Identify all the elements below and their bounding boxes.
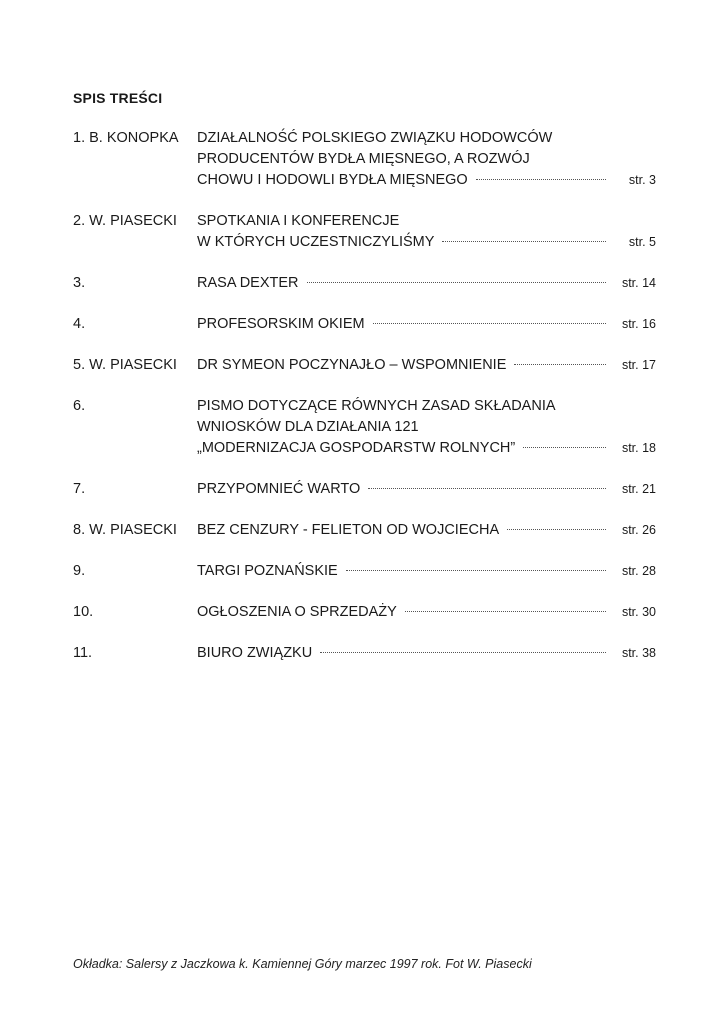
toc-entry-title-line: PISMO DOTYCZĄCE RÓWNYCH ZASAD SKŁADANIA xyxy=(197,398,556,414)
toc-entry-body xyxy=(197,520,656,541)
toc-entry-last-line xyxy=(197,314,656,335)
toc-title: SPIS TREŚCI xyxy=(73,90,163,106)
toc-list xyxy=(73,128,656,684)
toc-entry-title: PRZYPOMNIEĆ WARTO xyxy=(197,481,361,497)
toc-entry-last-line xyxy=(197,479,656,500)
toc-entry-number: 10. xyxy=(73,604,94,620)
toc-entry-body xyxy=(197,355,656,376)
toc-entry-number: 9. xyxy=(73,563,86,579)
toc-entry-number: 1. B. KONOPKA xyxy=(73,130,179,146)
dot-leader xyxy=(507,529,606,530)
toc-entry-last-line xyxy=(197,438,656,459)
toc-entry-page: str. 5 xyxy=(628,235,656,249)
toc-entry-last-line xyxy=(197,561,656,582)
toc-entry-title: BIURO ZWIĄZKU xyxy=(197,645,313,661)
cover-caption: Okładka: Salersy z Jaczkowa k. Kamiennej Góry marzec 1997 rok. Fot W. Piasecki xyxy=(73,957,532,971)
toc-entry-page: str. 26 xyxy=(621,523,656,537)
toc-entry-number: 3. xyxy=(73,275,86,291)
toc-entry-body xyxy=(197,314,656,335)
toc-entry-title: OGŁOSZENIA O SPRZEDAŻY xyxy=(197,604,397,620)
toc-entry-last-line xyxy=(197,643,656,664)
toc-entry xyxy=(73,211,656,253)
toc-entry-title-line: WNIOSKÓW DLA DZIAŁANIA 121 xyxy=(197,419,419,435)
toc-entry-number: 5. W. PIASECKI xyxy=(73,357,177,373)
toc-entry-body xyxy=(197,643,656,664)
toc-entry-number: 8. W. PIASECKI xyxy=(73,522,177,538)
dot-leader xyxy=(442,241,606,242)
dot-leader xyxy=(307,282,606,283)
toc-entry-body xyxy=(197,479,656,500)
toc-entry-page: str. 28 xyxy=(621,564,656,578)
toc-entry-title-line: DZIAŁALNOŚĆ POLSKIEGO ZWIĄZKU HODOWCÓW xyxy=(197,130,553,146)
toc-entry-number: 2. W. PIASECKI xyxy=(73,213,177,229)
toc-entry-last-line xyxy=(197,273,656,294)
toc-entry xyxy=(73,273,656,294)
toc-entry-page: str. 21 xyxy=(621,482,656,496)
dot-leader xyxy=(476,179,606,180)
toc-entry-page: str. 16 xyxy=(621,317,656,331)
toc-entry-body xyxy=(197,602,656,623)
toc-entry-body xyxy=(197,396,656,459)
toc-entry-last-line xyxy=(197,170,656,191)
toc-entry-title: DR SYMEON POCZYNAJŁO – WSPOMNIENIE xyxy=(197,357,507,373)
dot-leader xyxy=(368,488,606,489)
dot-leader xyxy=(514,364,606,365)
toc-entry xyxy=(73,355,656,376)
toc-entry-body xyxy=(197,211,656,253)
toc-entry-page: str. 17 xyxy=(621,358,656,372)
toc-entry-last-line xyxy=(197,355,656,376)
toc-entry-title: PROFESORSKIM OKIEM xyxy=(197,316,365,332)
toc-entry-number: 11. xyxy=(73,645,93,661)
toc-entry-last-line xyxy=(197,232,656,253)
toc-entry-page: str. 18 xyxy=(621,441,656,455)
toc-entry-last-line xyxy=(197,520,656,541)
toc-entry-page: str. 38 xyxy=(621,646,656,660)
toc-entry-page: str. 3 xyxy=(628,173,656,187)
toc-entry-title-line: SPOTKANIA I KONFERENCJE xyxy=(197,213,400,229)
toc-entry-last-line xyxy=(197,602,656,623)
dot-leader xyxy=(373,323,606,324)
dot-leader xyxy=(523,447,606,448)
toc-entry xyxy=(73,520,656,541)
toc-entry-title: W KTÓRYCH UCZESTNICZYLIŚMY xyxy=(197,234,435,250)
toc-entry-title-line: PRODUCENTÓW BYDŁA MIĘSNEGO, A ROZWÓJ xyxy=(197,151,530,167)
toc-entry xyxy=(73,643,656,664)
toc-entry-title: CHOWU I HODOWLI BYDŁA MIĘSNEGO xyxy=(197,172,468,188)
dot-leader xyxy=(405,611,606,612)
toc-entry-title: RASA DEXTER xyxy=(197,275,299,291)
toc-entry xyxy=(73,128,656,191)
toc-entry-number: 6. xyxy=(73,398,86,414)
toc-entry-page: str. 30 xyxy=(621,605,656,619)
dot-leader xyxy=(320,652,606,653)
toc-entry-title: BEZ CENZURY - FELIETON OD WOJCIECHA xyxy=(197,522,500,538)
toc-entry xyxy=(73,314,656,335)
toc-entry-title: „MODERNIZACJA GOSPODARSTW ROLNYCH” xyxy=(197,440,516,456)
toc-entry-body xyxy=(197,561,656,582)
toc-entry-page: str. 14 xyxy=(621,276,656,290)
toc-entry-number: 7. xyxy=(73,481,86,497)
toc-entry-title: TARGI POZNAŃSKIE xyxy=(197,563,338,579)
toc-entry-body xyxy=(197,128,656,191)
dot-leader xyxy=(346,570,606,571)
toc-entry xyxy=(73,396,656,459)
toc-entry-body xyxy=(197,273,656,294)
toc-entry xyxy=(73,602,656,623)
toc-entry xyxy=(73,561,656,582)
toc-entry-number: 4. xyxy=(73,316,86,332)
toc-entry xyxy=(73,479,656,500)
